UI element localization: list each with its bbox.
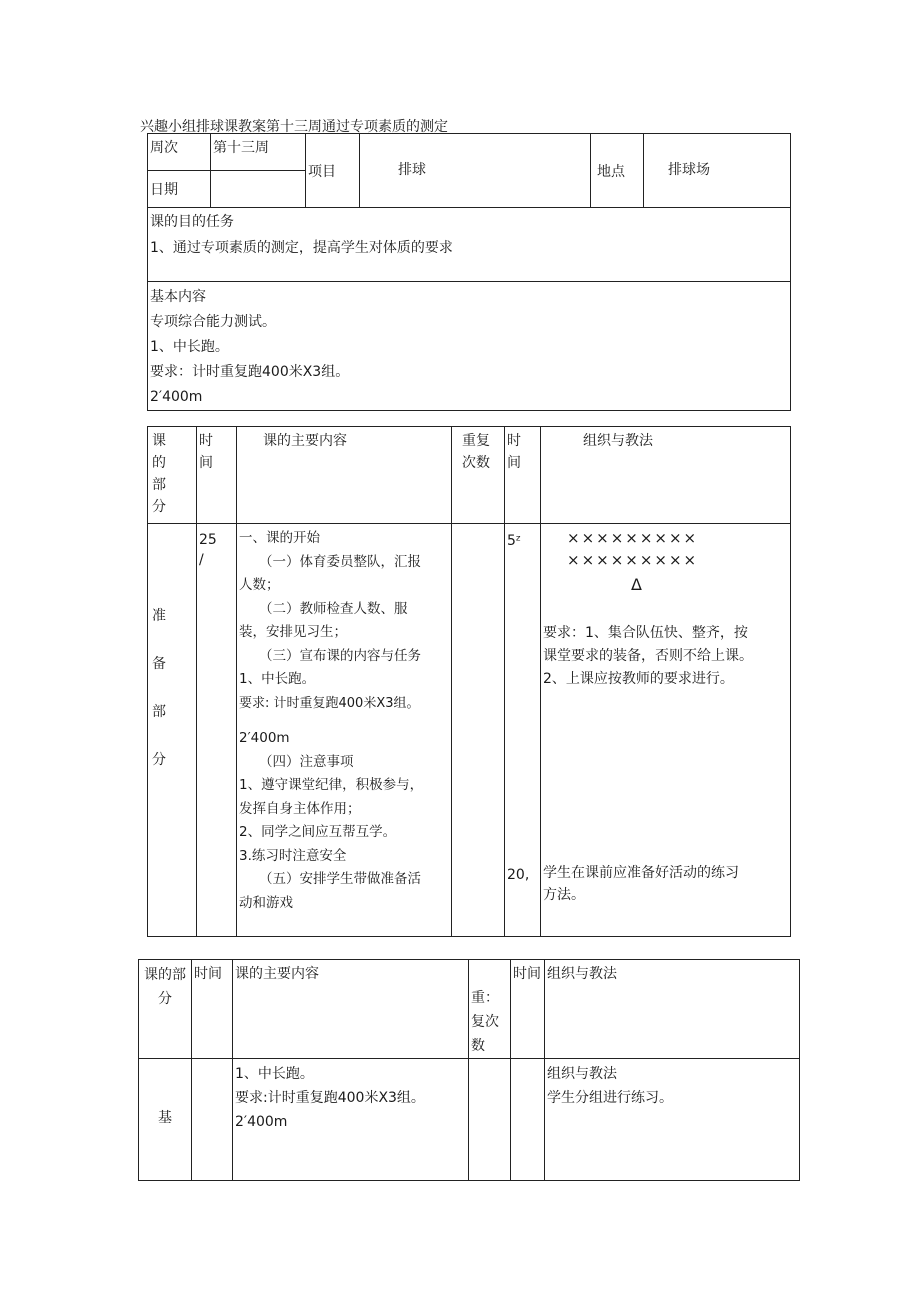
part-char: 分 [152, 752, 166, 768]
header-method: 组织与教法 [547, 966, 617, 982]
content-line: 要求:计时重复跑400米X3组。 [235, 1090, 425, 1106]
location-value: 排球场 [668, 162, 710, 179]
header-repeat: 数 [471, 1038, 485, 1054]
time-value: / [199, 552, 204, 568]
basic-part-table [138, 959, 800, 1181]
header-repeat: 次数 [462, 455, 490, 471]
content-line: 要求: 计时重复跑400米X3组。 [239, 695, 420, 711]
header-method: 组织与教法 [583, 433, 653, 449]
part-char: 部 [152, 704, 166, 720]
header-time: 时间 [194, 966, 222, 982]
time-value: 25 [199, 532, 217, 548]
header-content: 课的主要内容 [235, 966, 319, 982]
method-line: 学生在课前应准备好活动的练习 [543, 865, 739, 881]
method-line: 组织与教法 [547, 1066, 617, 1082]
document-title: 兴趣小组排球课教案第十三周通过专项素质的测定 [140, 119, 448, 135]
objective-label: 课的目的任务 [150, 214, 234, 230]
part-char: 备 [152, 656, 166, 672]
formation-row: ××××××××× [567, 529, 699, 547]
date-label: 日期 [150, 182, 178, 199]
lesson-header-table [147, 133, 791, 411]
header-content: 课的主要内容 [263, 433, 347, 449]
week-label: 周次 [150, 140, 178, 156]
header-repeat: 重复 [462, 433, 490, 449]
content-line: （三）宣布课的内容与任务 [259, 647, 421, 664]
method-line: 方法。 [543, 887, 585, 903]
content-line: （一）体育委员整队，汇报 [259, 553, 421, 570]
basic-line: 1、中长跑。 [150, 339, 229, 355]
content-line: 动和游戏 [239, 894, 293, 911]
location-label: 地点 [597, 163, 625, 180]
header-part: 课的部 [144, 967, 186, 983]
method-line: 要求：1、集合队伍快、整齐，按 [543, 625, 748, 641]
basic-line: 要求：计时重复跑400米X3组。 [150, 364, 350, 380]
header-part: 分 [158, 991, 172, 1007]
header-time: 间 [199, 455, 213, 471]
header-time: 时 [199, 433, 213, 449]
header-time2: 时间 [513, 966, 541, 982]
week-value: 第十三周 [213, 140, 269, 156]
time2-value: 5ᶻ [507, 533, 522, 549]
content-line: 3.练习时注意安全 [239, 847, 347, 864]
project-value: 排球 [398, 162, 426, 179]
content-line: （四）注意事项 [259, 753, 354, 770]
time2-value: 20, [507, 867, 530, 883]
method-line: 课堂要求的装备，否则不给上课。 [543, 648, 753, 664]
method-line: 2、上课应按教师的要求进行。 [543, 671, 734, 687]
basic-line: 2′400m [150, 389, 203, 405]
objective-text: 1、通过专项素质的测定，提高学生对体质的要求 [150, 240, 453, 257]
content-line: 装，安排见习生； [239, 624, 347, 640]
formation-row: ××××××××× [567, 551, 699, 569]
content-line: 发挥自身主体作用； [239, 800, 361, 817]
content-line: 1、中长跑。 [235, 1066, 314, 1082]
content-line: （二）教师检查人数、服 [259, 600, 408, 617]
content-line: 2、同学之间应互帮互学。 [239, 824, 397, 840]
project-label: 项目 [308, 163, 336, 180]
header-time2: 间 [507, 455, 521, 471]
header-part: 部 [152, 477, 166, 493]
part-char: 基 [158, 1110, 172, 1126]
header-part: 的 [152, 455, 166, 471]
content-line: （五）安排学生带做准备活 [259, 871, 421, 887]
basic-label: 基本内容 [150, 289, 206, 305]
part-char: 准 [152, 608, 166, 624]
date-value [211, 171, 305, 174]
header-repeat: 重： [471, 990, 499, 1006]
header-repeat: 复次 [471, 1014, 499, 1030]
basic-line: 专项综合能力测试。 [150, 314, 276, 330]
header-time2: 时 [507, 433, 521, 449]
content-line: 1、中长跑。 [239, 671, 316, 687]
content-line: 2′400m [239, 730, 290, 746]
teacher-triangle: Δ [631, 575, 642, 594]
method-line: 学生分组进行练习。 [547, 1090, 673, 1106]
header-part: 课 [152, 433, 166, 449]
content-line: 1、遵守课堂纪律，积极参与， [239, 777, 424, 793]
content-line: 2′400m [235, 1114, 288, 1130]
content-line: 一、课的开始 [239, 530, 320, 546]
preparation-table [147, 426, 791, 937]
content-line: 人数； [239, 577, 280, 593]
header-part: 分 [152, 499, 166, 515]
